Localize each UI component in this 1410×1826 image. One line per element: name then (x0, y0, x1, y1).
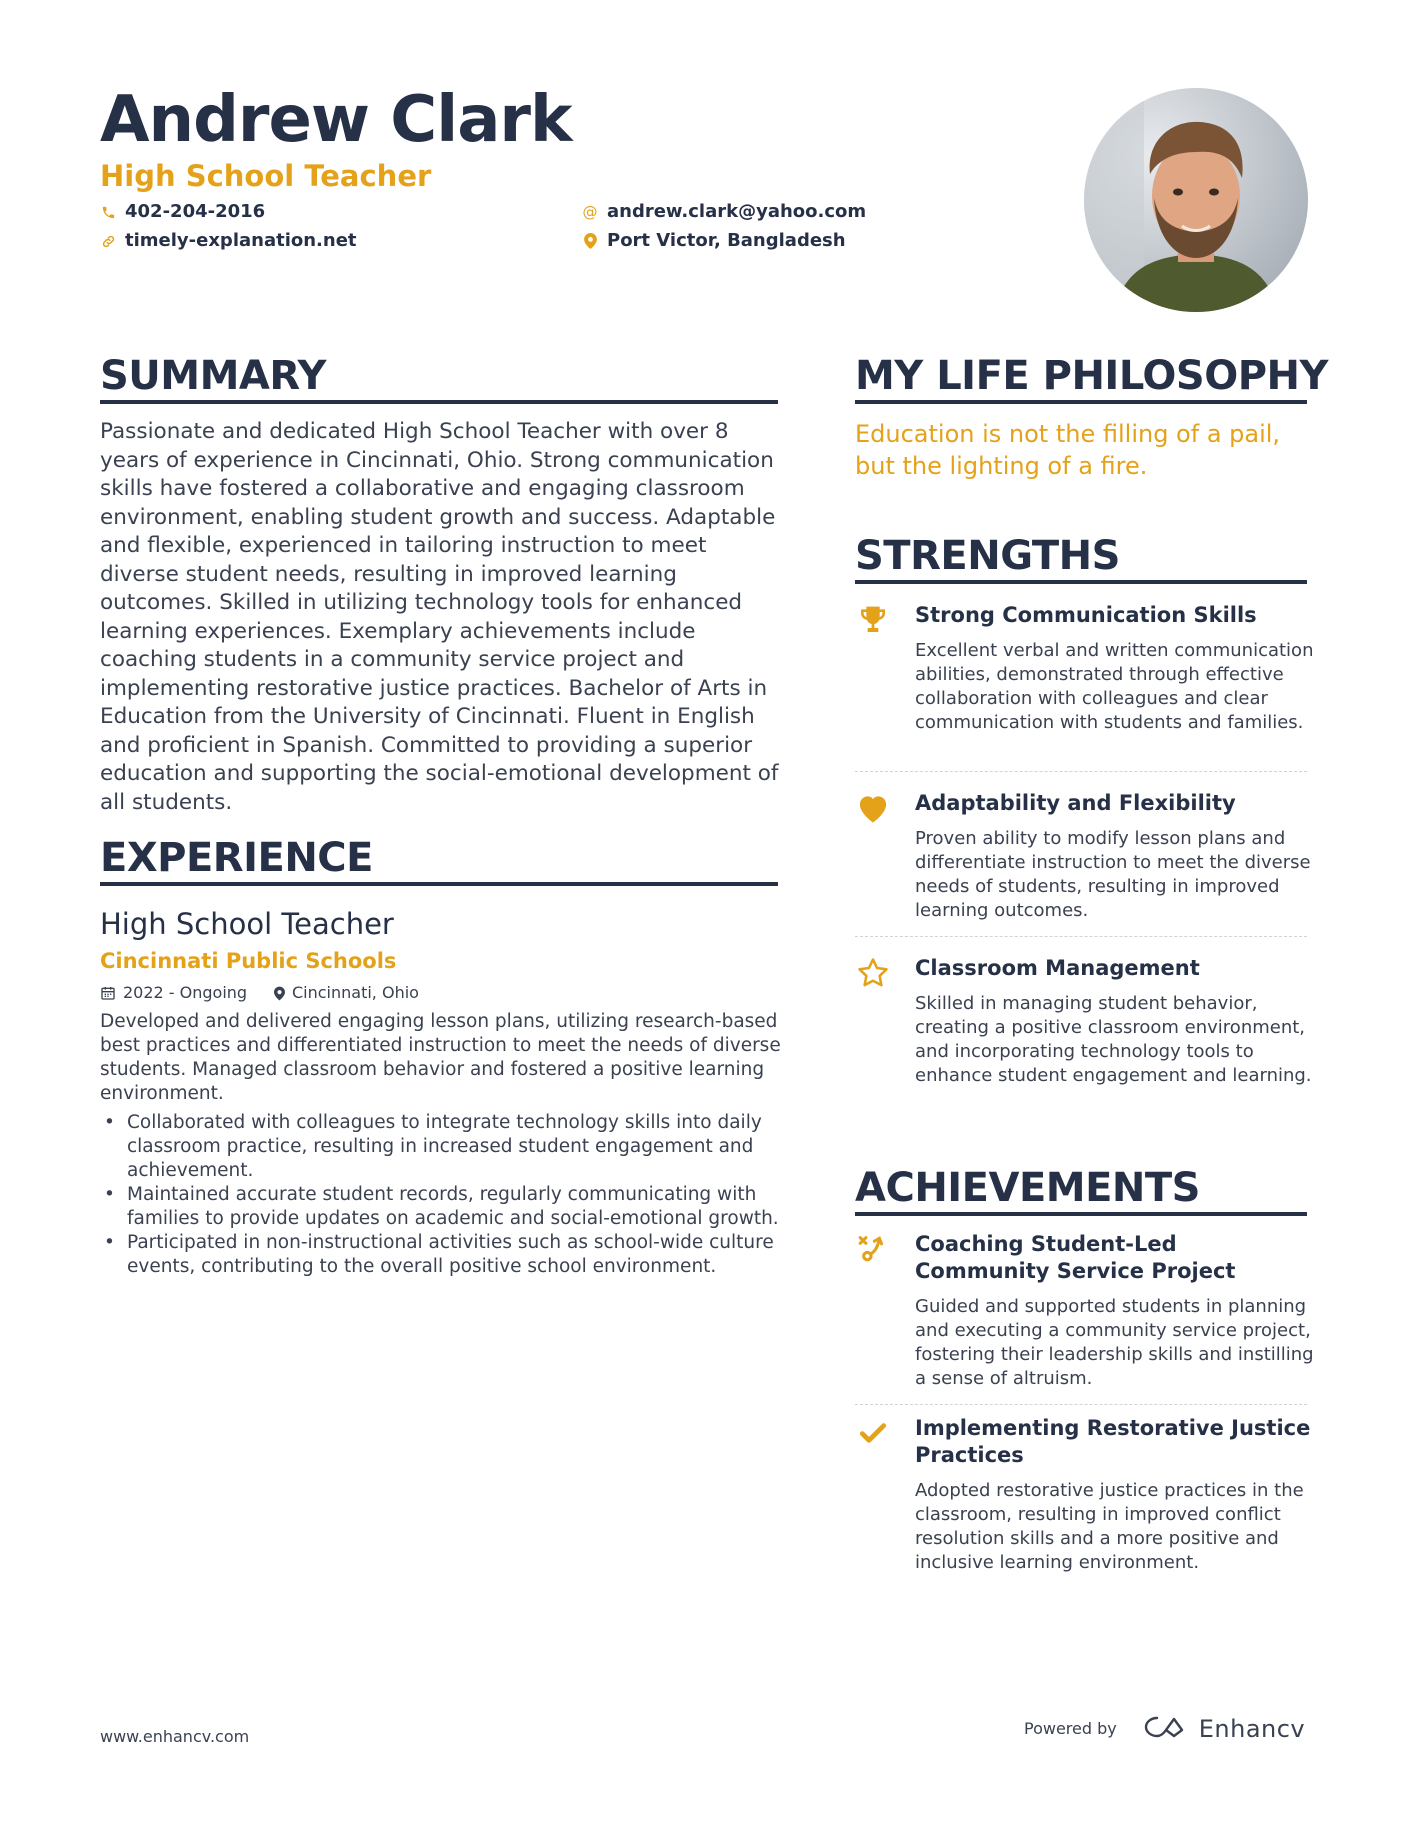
summary-heading: SUMMARY (100, 353, 326, 399)
phone-text[interactable]: 402-204-2016 (125, 201, 266, 222)
strategy-icon (855, 1231, 891, 1267)
footer-branding (1024, 1714, 1305, 1744)
contact-phone (100, 200, 265, 224)
achievement-desc: Adopted restorative justice practices in the classroom, resulting in improved conflict resolution skills and a more positive and inclusive learning environment. (915, 1480, 1304, 1573)
job-dates-text: 2022 - Ongoing (123, 983, 248, 1002)
job-bullets (100, 1111, 790, 1279)
strength-title: Classroom Management (915, 956, 1200, 980)
job-bullet: • Collaborated with colleagues to integrate technology skills into daily classroom practice, resulting in increased student engagement and achievement. (100, 1111, 790, 1183)
philosophy-quote: Education is not the filling of a pail, but the lighting of a fire. (855, 420, 1281, 480)
strength-desc: Excellent verbal and written communication abilities, demonstrated through effective collaboration with colleagues and clear communication with students and families. (915, 640, 1314, 733)
powered-by-label: Powered by (1024, 1719, 1117, 1738)
contact-website (100, 229, 357, 253)
experience-heading: EXPERIENCE (100, 835, 373, 881)
contact-email (582, 200, 866, 224)
strength-item (855, 955, 1315, 1115)
strengths-rule (855, 580, 1307, 584)
heart-icon (855, 790, 891, 826)
achievement-divider (855, 1404, 1307, 1405)
strength-title: Strong Communication Skills (915, 603, 1257, 627)
achievement-title: Coaching Student-Led Community Service Project (915, 1232, 1236, 1283)
candidate-role: High School Teacher (100, 159, 432, 193)
job-bullet: • Maintained accurate student records, regularly communicating with families to provide updates on academic and social-emotional growth. (100, 1183, 790, 1231)
philosophy-rule (855, 400, 1307, 404)
job-title: High School Teacher (100, 907, 394, 941)
achievement-desc: Guided and supported students in planning and executing a community service project, fostering their leadership skills and instilling a sense of altruism. (915, 1296, 1314, 1389)
contact-location (582, 229, 846, 253)
strength-item (855, 790, 1315, 920)
calendar-icon (100, 985, 116, 1001)
email-text[interactable]: andrew.clark@yahoo.com (607, 201, 867, 222)
at-icon: @ (582, 203, 598, 221)
job-location-text: Cincinnati, Ohio (292, 983, 419, 1002)
strength-divider (855, 936, 1307, 937)
achievement-item (855, 1231, 1315, 1391)
location-pin-icon (582, 233, 598, 249)
enhancv-logo-icon (1143, 1714, 1189, 1744)
strength-title: Adaptability and Flexibility (915, 791, 1236, 815)
phone-icon (100, 204, 116, 220)
achievement-title: Implementing Restorative Justice Practices (915, 1416, 1311, 1467)
profile-photo (1084, 88, 1308, 312)
job-description: Developed and delivered engaging lesson plans, utilizing research-based best practices and differentiated instruction to meet the needs of diverse students. Managed classroom behavior and fostered a positive learning environment. (100, 1011, 781, 1104)
strength-desc: Proven ability to modify lesson plans and differentiate instruction to meet the diverse needs of students, resulting in improved learning outcomes. (915, 828, 1311, 921)
star-icon (855, 955, 891, 991)
philosophy-heading: MY LIFE PHILOSOPHY (855, 353, 1328, 399)
summary-rule (100, 400, 778, 404)
job-location (274, 982, 419, 1004)
strengths-heading: STRENGTHS (855, 533, 1120, 579)
link-icon (100, 233, 116, 249)
check-icon (855, 1415, 891, 1451)
job-company: Cincinnati Public Schools (100, 949, 397, 973)
enhancv-brand[interactable]: Enhancv (1198, 1715, 1306, 1743)
achievements-heading: ACHIEVEMENTS (855, 1165, 1200, 1211)
location-text: Port Victor, Bangladesh (607, 230, 846, 251)
summary-text: Passionate and dedicated High School Teacher with over 8 years of experience in Cincinnati, Ohio. Strong communication skills have fostered a collaborative and engaging classroom environment, enabling student growth and success. Adaptable and flexible, experienced in tailoring instruction to meet diverse student needs, resulting in improved learning outcomes. Skilled in utilizing technology tools for enhanced learning experiences. Exemplary achievements include coaching students in a community service project and implementing restorative justice practices. Bachelor of Arts in Education from the University of Cincinnati. Fluent in English and proficient in Spanish. Committed to providing a superior education and supporting the social-emotional development of all students. (100, 419, 779, 815)
strength-desc: Skilled in managing student behavior, creating a positive classroom environment, and incorporating technology tools to enhance student engagement and learning. (915, 993, 1312, 1086)
location-pin-icon (274, 986, 285, 1001)
strength-item (855, 602, 1315, 762)
candidate-name: Andrew Clark (100, 83, 572, 157)
achievements-rule (855, 1212, 1307, 1216)
experience-rule (100, 882, 778, 886)
strength-divider (855, 771, 1307, 772)
website-text[interactable]: timely-explanation.net (125, 230, 357, 251)
achievement-item (855, 1415, 1315, 1605)
job-bullet: • Participated in non-instructional activities such as school-wide culture events, contributing to the overall positive school environment. (100, 1231, 790, 1279)
footer-website[interactable]: www.enhancv.com (100, 1727, 250, 1746)
trophy-icon (855, 602, 891, 638)
job-dates (100, 982, 247, 1004)
